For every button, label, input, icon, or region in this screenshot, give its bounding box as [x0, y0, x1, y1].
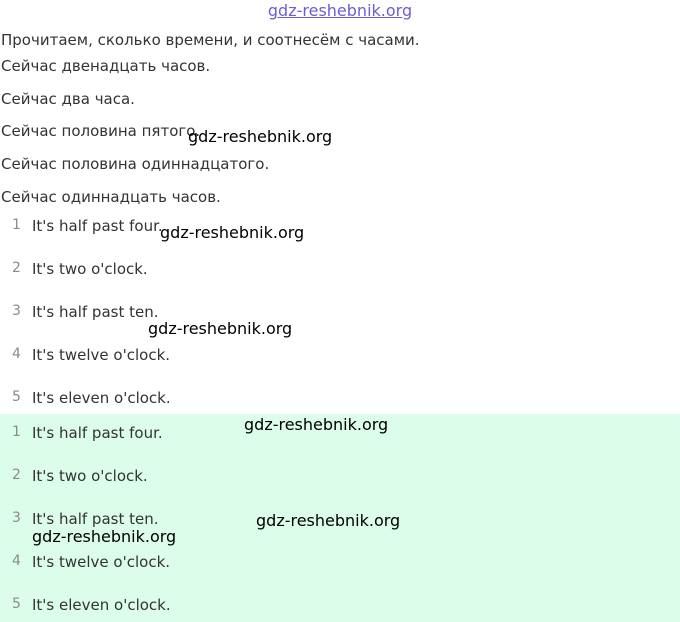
list-item: [0, 217, 680, 239]
item-text: It's half past ten.: [32, 303, 159, 321]
item-number: 3: [12, 510, 21, 526]
item-text: It's eleven o'clock.: [32, 596, 171, 614]
watermark: gdz-reshebnik.org: [188, 127, 333, 146]
watermark: gdz-reshebnik.org: [32, 527, 177, 546]
item-text: It's twelve o'clock.: [32, 346, 171, 364]
intro-text: Прочитаем, сколько времени, и соотнесём с часами.: [1, 31, 420, 49]
item-number: 4: [12, 553, 21, 569]
item-number: 4: [12, 346, 21, 362]
list-item: [0, 303, 680, 325]
item-number: 1: [12, 217, 21, 233]
item-text: It's half past four.: [32, 424, 163, 442]
list-item: [0, 389, 680, 411]
list-item: [0, 596, 680, 618]
item-number: 3: [12, 303, 21, 319]
list-item: [0, 467, 680, 489]
item-text: It's eleven o'clock.: [32, 389, 171, 407]
site-link[interactable]: gdz-reshebnik.org: [267, 1, 413, 20]
ru-line-3: Сейчас половина пятого.: [1, 122, 201, 140]
item-number: 5: [12, 596, 21, 612]
list-item: [0, 260, 680, 282]
watermark: gdz-reshebnik.org: [160, 223, 305, 242]
item-text: It's two o'clock.: [32, 467, 148, 485]
watermark: gdz-reshebnik.org: [148, 319, 293, 338]
item-number: 2: [12, 260, 21, 276]
item-text: It's two o'clock.: [32, 260, 148, 278]
item-number: 5: [12, 389, 21, 405]
watermark: gdz-reshebnik.org: [256, 511, 401, 530]
ru-line-4: Сейчас половина одиннадцатого.: [1, 155, 270, 173]
ru-line-5: Сейчас одиннадцать часов.: [1, 188, 221, 206]
item-text: It's twelve o'clock.: [32, 553, 171, 571]
list-item: [0, 553, 680, 575]
item-number: 2: [12, 467, 21, 483]
ru-line-2: Сейчас два часа.: [1, 90, 135, 108]
item-number: 1: [12, 424, 21, 440]
watermark: gdz-reshebnik.org: [244, 415, 389, 434]
list-item: [0, 346, 680, 368]
item-text: It's half past ten.: [32, 510, 159, 528]
ru-line-1: Сейчас двенадцать часов.: [1, 57, 211, 75]
item-text: It's half past four.: [32, 217, 163, 235]
